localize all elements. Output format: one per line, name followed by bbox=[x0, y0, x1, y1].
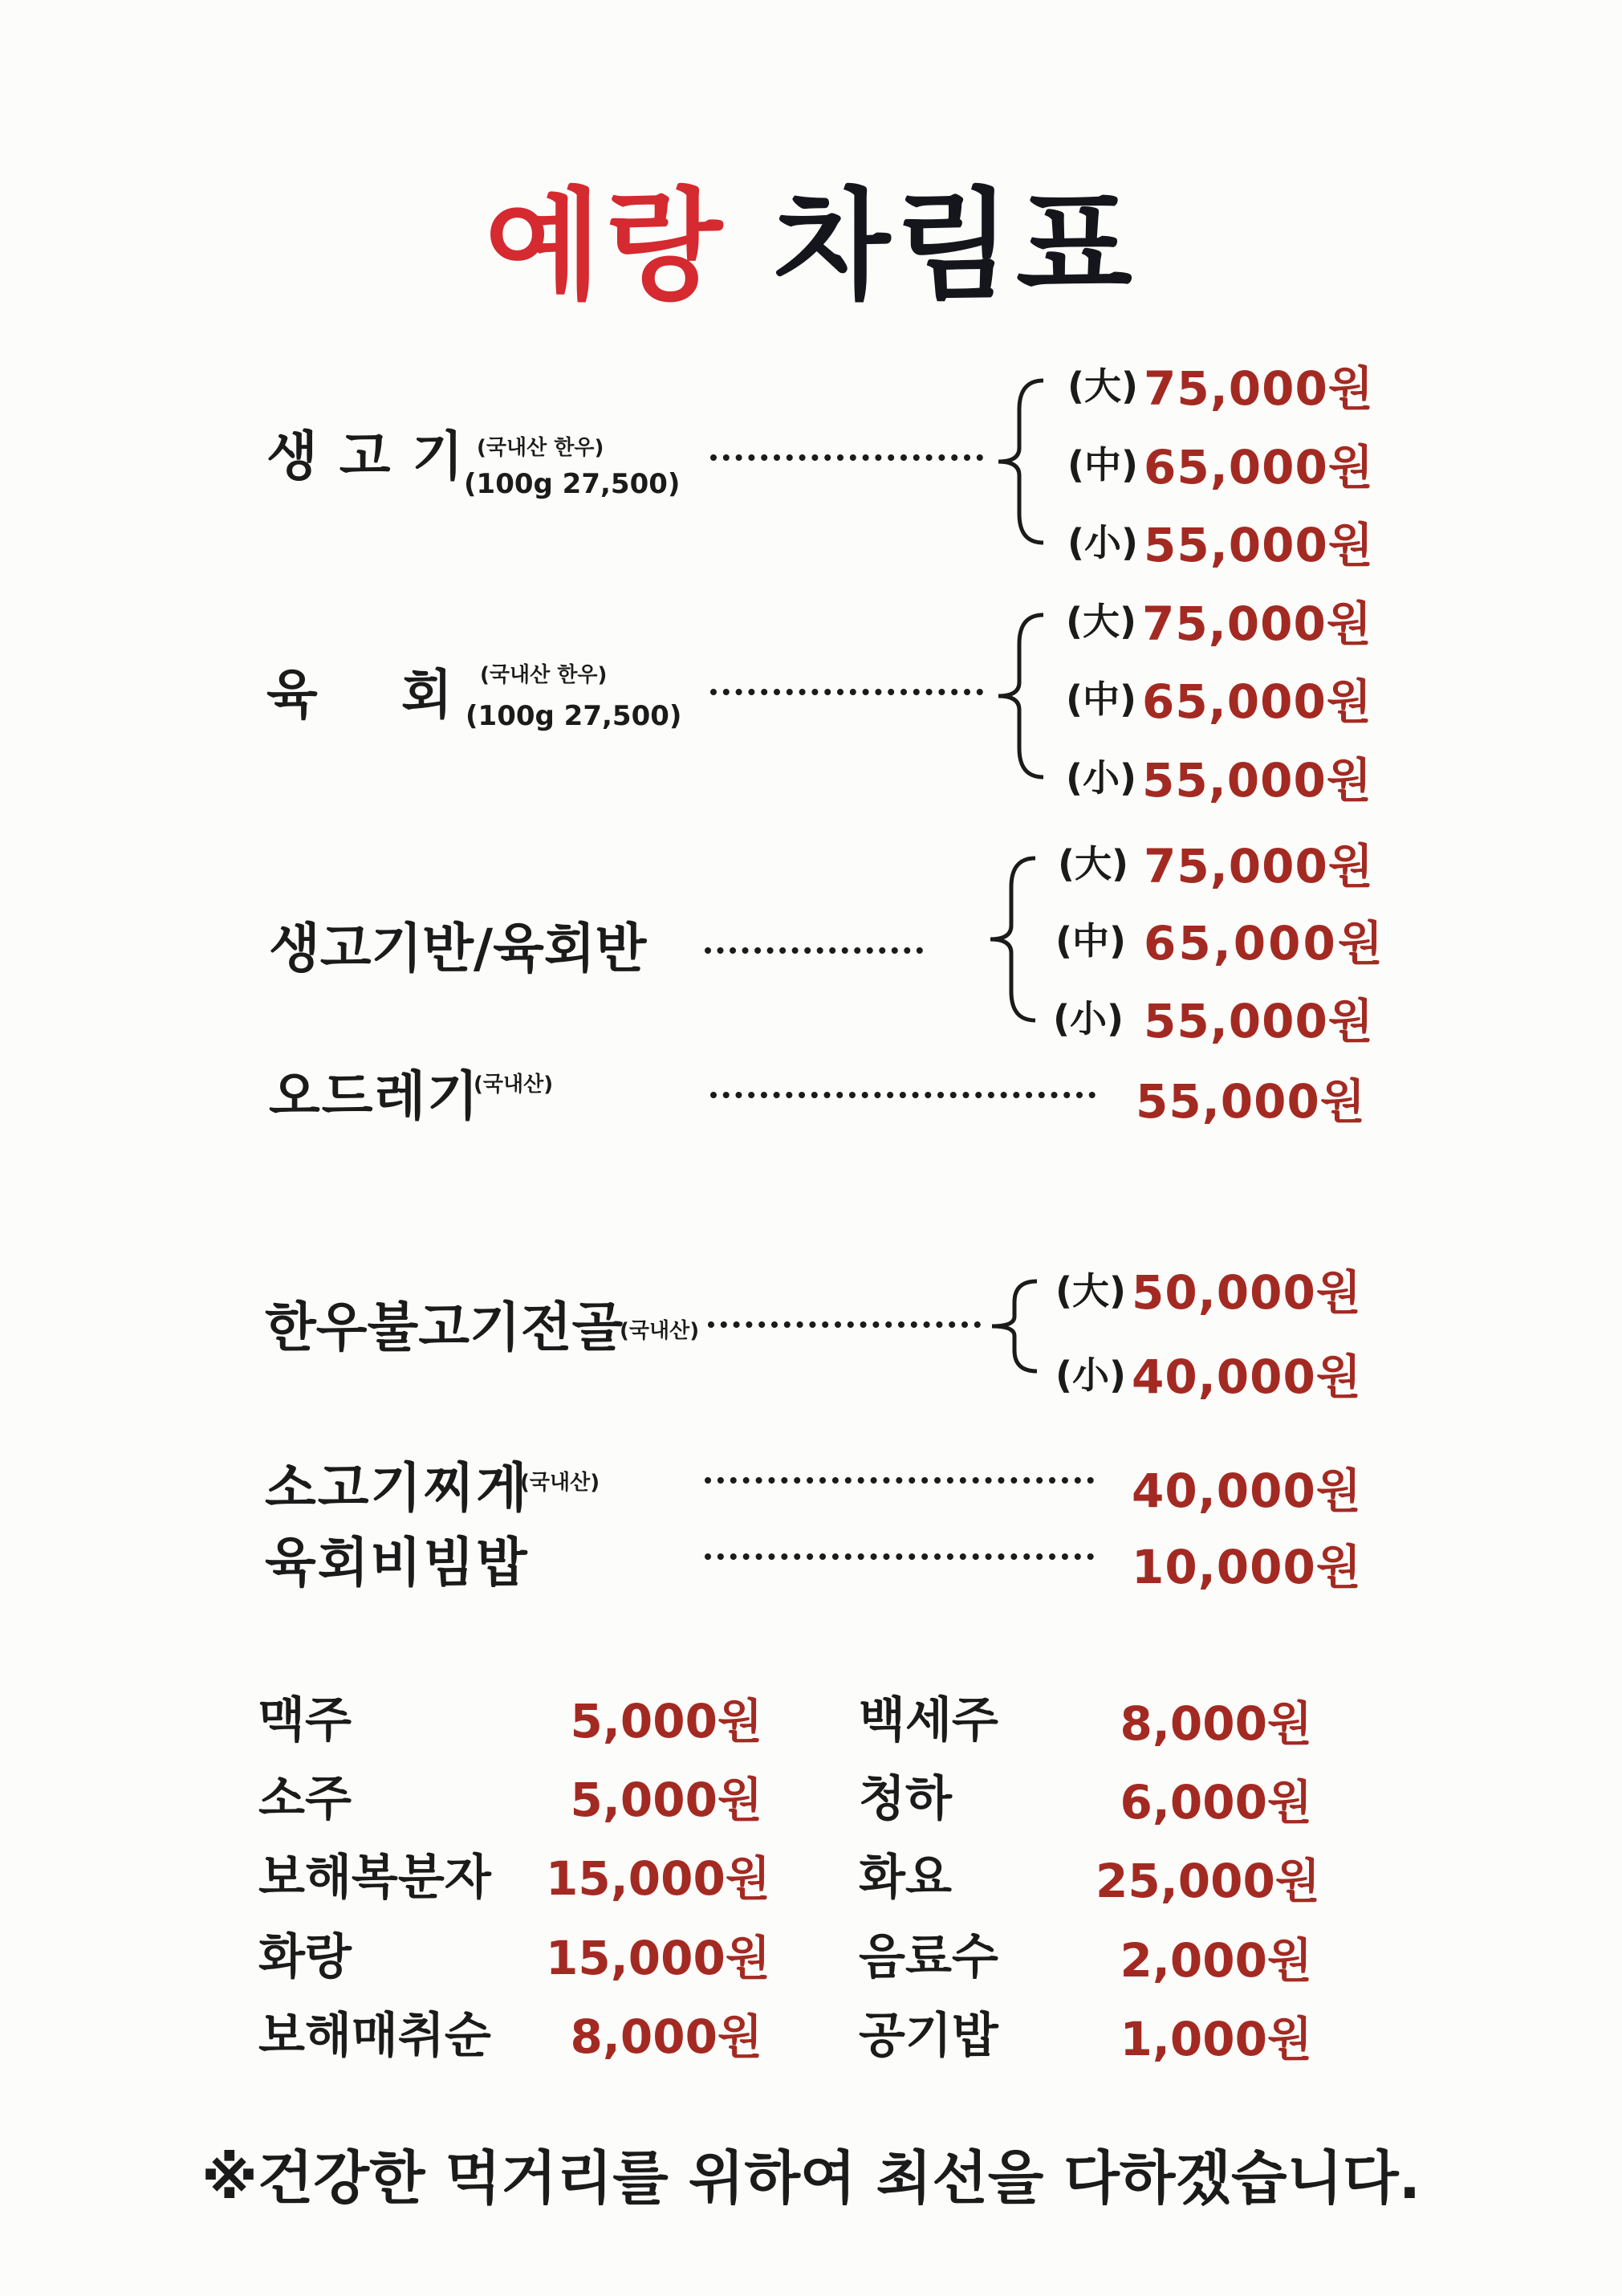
page-title bbox=[0, 149, 1622, 322]
item-weight-price: (100g 27,500) bbox=[464, 468, 681, 500]
size-label: (小) bbox=[1067, 521, 1139, 564]
drink-price: 5,000원 bbox=[570, 1773, 762, 1827]
size-label: (小) bbox=[1066, 756, 1137, 800]
drink-price: 6,000원 bbox=[1120, 1775, 1312, 1830]
item-name-part: 육 bbox=[266, 664, 319, 726]
drink-name: 화랑 bbox=[258, 1929, 352, 1985]
price: 50,000원 bbox=[1132, 1265, 1362, 1320]
drink-price: 8,000원 bbox=[1120, 1696, 1312, 1751]
size-label: (大) bbox=[1066, 600, 1137, 643]
size-label: (小) bbox=[1055, 1354, 1127, 1397]
leader-dots bbox=[710, 1092, 1096, 1098]
drink-name: 청하 bbox=[859, 1771, 952, 1827]
leader-dots bbox=[710, 689, 983, 695]
price: 65,000원 bbox=[1144, 440, 1374, 495]
brace-icon bbox=[995, 377, 1051, 546]
item-name: 소고기찌게 bbox=[265, 1457, 529, 1519]
item-weight-price: (100g 27,500) bbox=[465, 700, 682, 732]
size-label: (大) bbox=[1055, 1269, 1127, 1313]
leader-dots bbox=[705, 1553, 1094, 1560]
item-origin: (국내산) bbox=[620, 1319, 700, 1343]
item-origin: (국내산 한우) bbox=[480, 663, 608, 687]
brace-icon bbox=[987, 855, 1043, 1024]
size-label: (大) bbox=[1058, 842, 1129, 885]
item-name: 한우불고기전골 bbox=[265, 1297, 624, 1358]
drink-price: 25,000원 bbox=[1096, 1854, 1320, 1908]
item-name: 생고기반/육회반 bbox=[269, 918, 647, 979]
price: 65,000원 bbox=[1142, 674, 1372, 729]
drink-price: 15,000원 bbox=[546, 1851, 770, 1906]
drink-name: 소주 bbox=[258, 1771, 352, 1827]
size-label: (中) bbox=[1055, 919, 1127, 963]
item-name: 육회비빔밥 bbox=[265, 1532, 529, 1594]
drink-price: 1,000원 bbox=[1120, 2012, 1312, 2066]
item-origin: (국내산) bbox=[474, 1073, 554, 1097]
item-origin: (국내산) bbox=[520, 1471, 600, 1495]
leader-dots bbox=[708, 1321, 981, 1328]
title-menu-label: 차림표 bbox=[774, 177, 1137, 316]
title-restaurant-name: 예랑 bbox=[485, 177, 727, 316]
price: 65,000원 bbox=[1144, 916, 1385, 971]
brace-icon bbox=[995, 612, 1051, 780]
price: 75,000원 bbox=[1144, 839, 1374, 894]
price: 10,000원 bbox=[1132, 1540, 1362, 1594]
brace-icon bbox=[989, 1278, 1045, 1374]
drink-name: 음료수 bbox=[859, 1929, 998, 1985]
price: 55,000원 bbox=[1142, 753, 1372, 808]
price: 55,000원 bbox=[1144, 994, 1374, 1048]
leader-dots bbox=[705, 1477, 1094, 1484]
drink-name: 화요 bbox=[859, 1850, 952, 1906]
footer-note: ※건강한 먹거리를 위하여 최선을 다하겠습니다. bbox=[201, 2144, 1421, 2212]
leader-dots bbox=[710, 454, 983, 461]
size-label: (中) bbox=[1067, 443, 1139, 486]
price: 75,000원 bbox=[1142, 596, 1372, 651]
price: 40,000원 bbox=[1132, 1350, 1362, 1404]
drink-price: 15,000원 bbox=[546, 1931, 770, 1985]
drink-name: 공기밥 bbox=[859, 2008, 998, 2064]
item-origin: (국내산 한우) bbox=[477, 436, 604, 460]
price: 75,000원 bbox=[1144, 361, 1374, 416]
drink-price: 2,000원 bbox=[1120, 1933, 1312, 1988]
price: 40,000원 bbox=[1132, 1463, 1362, 1518]
leader-dots bbox=[705, 947, 923, 954]
item-name: 오드레기 bbox=[269, 1065, 481, 1127]
drink-name: 맥주 bbox=[258, 1692, 352, 1748]
size-label: (中) bbox=[1066, 678, 1137, 721]
drink-name: 보해매취순 bbox=[258, 2008, 491, 2064]
price: 55,000원 bbox=[1144, 518, 1374, 572]
drink-name: 백세주 bbox=[859, 1692, 998, 1748]
drink-price: 8,000원 bbox=[570, 2009, 762, 2064]
drink-price: 5,000원 bbox=[570, 1694, 762, 1748]
size-label: (大) bbox=[1067, 364, 1139, 408]
size-label: (小) bbox=[1053, 997, 1124, 1040]
price: 55,000원 bbox=[1136, 1074, 1366, 1129]
item-name-part: 회 bbox=[401, 664, 454, 726]
item-name: 생 고 기 bbox=[266, 425, 465, 487]
drink-name: 보해복분자 bbox=[258, 1850, 491, 1906]
